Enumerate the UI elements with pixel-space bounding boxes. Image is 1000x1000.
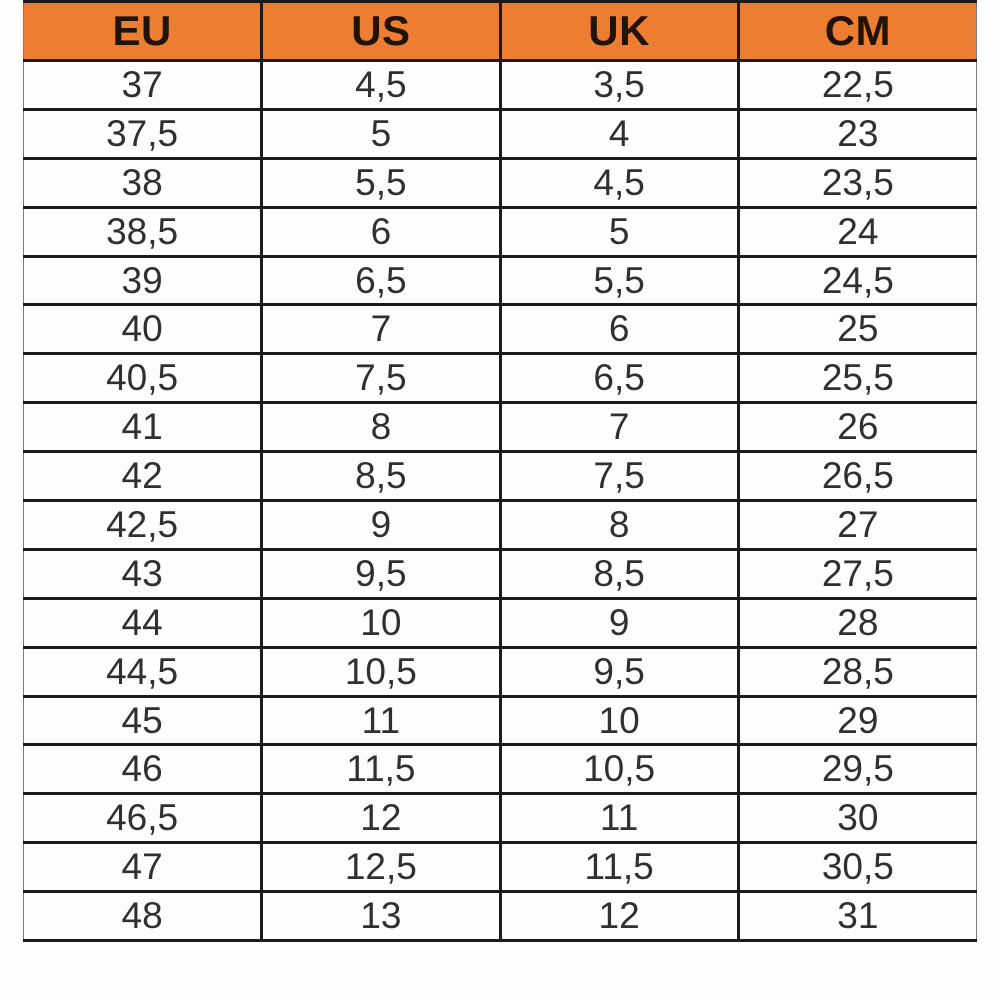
table-row bbox=[24, 843, 977, 892]
table-row bbox=[24, 403, 977, 452]
cell-cm: 30 bbox=[738, 794, 976, 843]
cell-cm: 27,5 bbox=[738, 549, 976, 598]
cell-cm: 26 bbox=[738, 403, 976, 452]
cell-us: 9 bbox=[262, 501, 500, 550]
cell-eu: 39 bbox=[24, 256, 262, 305]
cell-eu: 44 bbox=[24, 598, 262, 647]
size-chart-container bbox=[23, 0, 977, 942]
cell-eu: 38,5 bbox=[24, 207, 262, 256]
table-row bbox=[24, 305, 977, 354]
cell-uk: 10,5 bbox=[500, 745, 738, 794]
size-conversion-table bbox=[23, 0, 977, 942]
cell-eu: 42,5 bbox=[24, 501, 262, 550]
cell-cm: 29,5 bbox=[738, 745, 976, 794]
cell-cm: 31 bbox=[738, 892, 976, 941]
cell-uk: 7,5 bbox=[500, 452, 738, 501]
cell-us: 4,5 bbox=[262, 61, 500, 110]
table-row bbox=[24, 549, 977, 598]
cell-us: 9,5 bbox=[262, 549, 500, 598]
cell-cm: 22,5 bbox=[738, 61, 976, 110]
table-row bbox=[24, 647, 977, 696]
table-body bbox=[24, 61, 977, 941]
cell-uk: 8 bbox=[500, 501, 738, 550]
cell-uk: 10 bbox=[500, 696, 738, 745]
table-header-row bbox=[24, 2, 977, 61]
cell-uk: 6 bbox=[500, 305, 738, 354]
cell-us: 7,5 bbox=[262, 354, 500, 403]
cell-us: 8 bbox=[262, 403, 500, 452]
cell-uk: 5 bbox=[500, 207, 738, 256]
cell-uk: 9 bbox=[500, 598, 738, 647]
cell-us: 11 bbox=[262, 696, 500, 745]
cell-eu: 37 bbox=[24, 61, 262, 110]
cell-us: 5,5 bbox=[262, 158, 500, 207]
cell-uk: 4,5 bbox=[500, 158, 738, 207]
table-row bbox=[24, 256, 977, 305]
cell-eu: 47 bbox=[24, 843, 262, 892]
cell-uk: 8,5 bbox=[500, 549, 738, 598]
cell-eu: 48 bbox=[24, 892, 262, 941]
cell-cm: 29 bbox=[738, 696, 976, 745]
cell-us: 13 bbox=[262, 892, 500, 941]
cell-cm: 23 bbox=[738, 109, 976, 158]
column-header-eu: EU bbox=[24, 2, 262, 61]
table-row bbox=[24, 696, 977, 745]
cell-eu: 44,5 bbox=[24, 647, 262, 696]
cell-us: 11,5 bbox=[262, 745, 500, 794]
cell-uk: 6,5 bbox=[500, 354, 738, 403]
cell-us: 6,5 bbox=[262, 256, 500, 305]
table-row bbox=[24, 109, 977, 158]
table-row bbox=[24, 794, 977, 843]
cell-us: 8,5 bbox=[262, 452, 500, 501]
table-row bbox=[24, 354, 977, 403]
cell-uk: 9,5 bbox=[500, 647, 738, 696]
cell-us: 12,5 bbox=[262, 843, 500, 892]
table-header bbox=[24, 2, 977, 61]
table-row bbox=[24, 207, 977, 256]
cell-eu: 46 bbox=[24, 745, 262, 794]
column-header-cm: CM bbox=[738, 2, 976, 61]
cell-cm: 23,5 bbox=[738, 158, 976, 207]
cell-cm: 28 bbox=[738, 598, 976, 647]
table-row bbox=[24, 892, 977, 941]
cell-uk: 12 bbox=[500, 892, 738, 941]
cell-us: 12 bbox=[262, 794, 500, 843]
cell-uk: 11,5 bbox=[500, 843, 738, 892]
table-row bbox=[24, 61, 977, 110]
cell-uk: 11 bbox=[500, 794, 738, 843]
cell-uk: 4 bbox=[500, 109, 738, 158]
cell-us: 6 bbox=[262, 207, 500, 256]
table-row bbox=[24, 745, 977, 794]
cell-us: 5 bbox=[262, 109, 500, 158]
cell-eu: 37,5 bbox=[24, 109, 262, 158]
column-header-uk: UK bbox=[500, 2, 738, 61]
cell-eu: 42 bbox=[24, 452, 262, 501]
cell-us: 10 bbox=[262, 598, 500, 647]
cell-cm: 25,5 bbox=[738, 354, 976, 403]
table-row bbox=[24, 452, 977, 501]
cell-eu: 43 bbox=[24, 549, 262, 598]
cell-eu: 46,5 bbox=[24, 794, 262, 843]
cell-uk: 7 bbox=[500, 403, 738, 452]
table-row bbox=[24, 158, 977, 207]
column-header-us: US bbox=[262, 2, 500, 61]
cell-cm: 24,5 bbox=[738, 256, 976, 305]
cell-cm: 28,5 bbox=[738, 647, 976, 696]
cell-cm: 30,5 bbox=[738, 843, 976, 892]
table-row bbox=[24, 598, 977, 647]
table-row bbox=[24, 501, 977, 550]
cell-cm: 24 bbox=[738, 207, 976, 256]
cell-us: 7 bbox=[262, 305, 500, 354]
cell-eu: 38 bbox=[24, 158, 262, 207]
cell-cm: 25 bbox=[738, 305, 976, 354]
cell-us: 10,5 bbox=[262, 647, 500, 696]
cell-uk: 3,5 bbox=[500, 61, 738, 110]
cell-eu: 45 bbox=[24, 696, 262, 745]
cell-cm: 27 bbox=[738, 501, 976, 550]
cell-eu: 40,5 bbox=[24, 354, 262, 403]
cell-eu: 41 bbox=[24, 403, 262, 452]
cell-cm: 26,5 bbox=[738, 452, 976, 501]
cell-eu: 40 bbox=[24, 305, 262, 354]
cell-uk: 5,5 bbox=[500, 256, 738, 305]
